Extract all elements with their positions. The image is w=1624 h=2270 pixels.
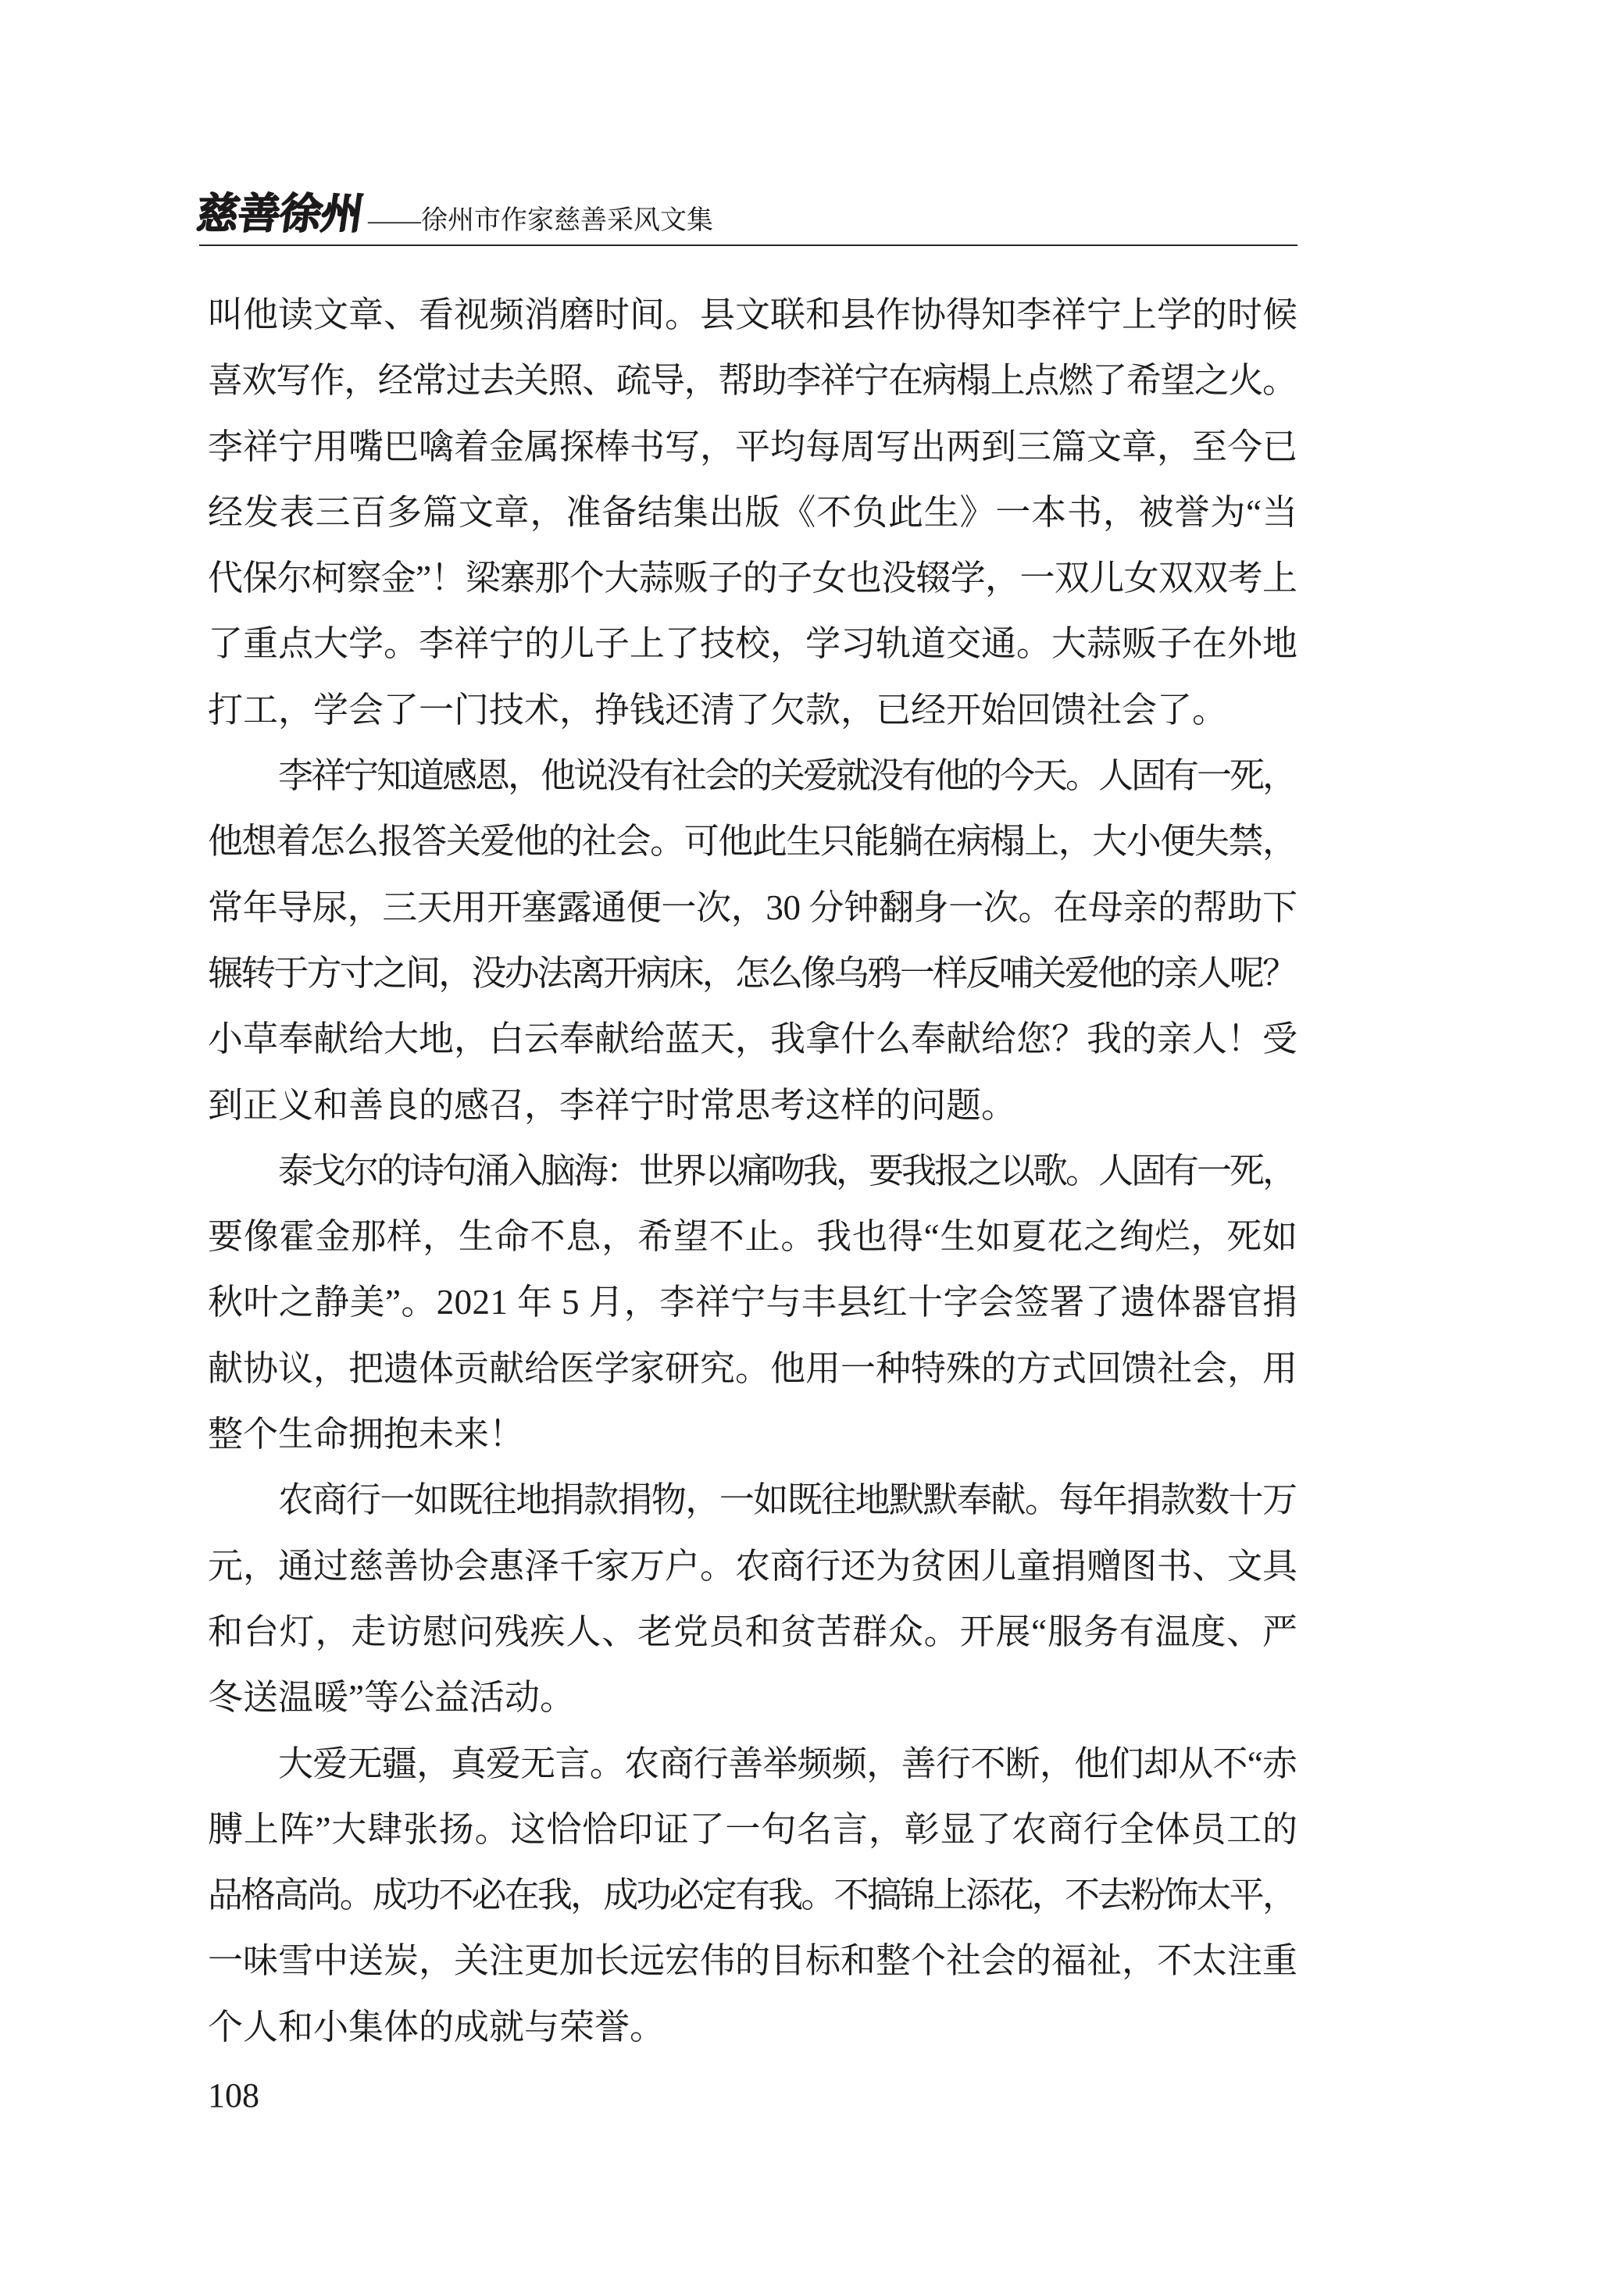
text-line: 到正义和善良的感召，李祥宁时常思考这样的问题。 [208,1085,1017,1125]
header-subtitle: ——徐州市作家慈善采风文集 [368,206,713,235]
paragraph [208,282,1297,743]
text-line: 泰戈尔的诗句涌入脑海：世界以痛吻我，要我报之以歌。人固有一死， [278,1151,1295,1190]
text-line: 膊上阵”大肆张扬。这恰恰印证了一句名言，彰显了农商行全体员工的 [208,1809,1298,1849]
text-line: 经发表三百多篇文章，准备结集出版《不负此生》一本书，被誉为“当 [208,492,1298,532]
header-logo-text: 慈善徐州 [194,191,366,237]
text-line: 献协议，把遗体贡献给医学家研究。他用一种特殊的方式回馈社会，用 [208,1348,1297,1388]
text-line: 喜欢写作，经常过去关照、疏导，帮助李祥宁在病榻上点燃了希望之火。 [208,361,1297,401]
text-line: 秋叶之静美”。2021 年 5 月，李祥宁与丰县红十字会签署了遗体器官捐 [208,1283,1298,1322]
text-line: 了重点大学。李祥宁的儿子上了技校，学习轨道交通。大蒜贩子在外地 [208,624,1297,664]
text-line: 品格高尚。成功不必在我，成功必定有我。不搞锦上添花，不去粉饰太平， [208,1876,1296,1915]
text-line: 和台灯，走访慰问残疾人、老党员和贫苦群众。开展“服务有温度、严 [208,1611,1298,1651]
text-line: 个人和小集体的成就与荣誉。 [208,2007,666,2047]
paragraph [208,1467,1297,1730]
text-line: 要像霍金那样，生命不息，希望不止。我也得“生如夏花之绚烂，死如 [208,1217,1298,1257]
text-line: 元，通过慈善协会惠泽千家万户。农商行还为贫困儿童捐赠图书、文具 [208,1546,1297,1586]
paragraph [208,1731,1297,2060]
text-line: 李祥宁用嘴巴噙着金属探棒书写，平均每周写出两到三篇文章，至今已 [208,427,1297,466]
paragraph [208,1138,1297,1467]
text-line: 他想着怎么报答关爱他的社会。可他此生只能躺在病榻上，大小便失禁， [208,822,1297,862]
text-line: 农商行一如既往地捐款捐物，一如既往地默默奉献。每年捐款数十万 [278,1480,1297,1520]
text-line: 整个生命拥抱未来！ [208,1415,525,1454]
text-line: 常年导尿，三天用开塞露通便一次，30 分钟翻身一次。在母亲的帮助下 [208,887,1297,927]
text-line: 小草奉献给大地，白云奉献给蓝天，我拿什么奉献给您？我的亲人！受 [208,1019,1297,1059]
text-line: 大爱无疆，真爱无言。农商行善举频频，善行不断，他们却从不“赤 [278,1744,1297,1783]
body-text [208,282,1297,2060]
text-line: 一味雪中送炭，关注更加长远宏伟的目标和整个社会的福祉，不太注重 [208,1941,1297,1981]
page-number: 108 [208,2076,259,2115]
text-line: 李祥宁知道感恩，他说没有社会的关爱就没有他的今天。人固有一死， [278,756,1295,796]
header-rule [199,244,1297,246]
text-line: 辗转于方寸之间，没办法离开病床，怎么像乌鸦一样反哺关爱他的亲人呢？ [208,953,1296,993]
text-line: 叫他读文章、看视频消磨时间。县文联和县作协得知李祥宁上学的时候 [208,295,1297,334]
paragraph [208,743,1297,1138]
text-line: 代保尔柯察金”！梁寨那个大蒜贩子的子女也没辍学，一双儿女双双考上 [208,559,1297,598]
text-line: 冬送温暖”等公益活动。 [208,1678,575,1718]
text-line: 打工，学会了一门技术，挣钱还清了欠款，已经开始回馈社会了。 [208,690,1228,730]
